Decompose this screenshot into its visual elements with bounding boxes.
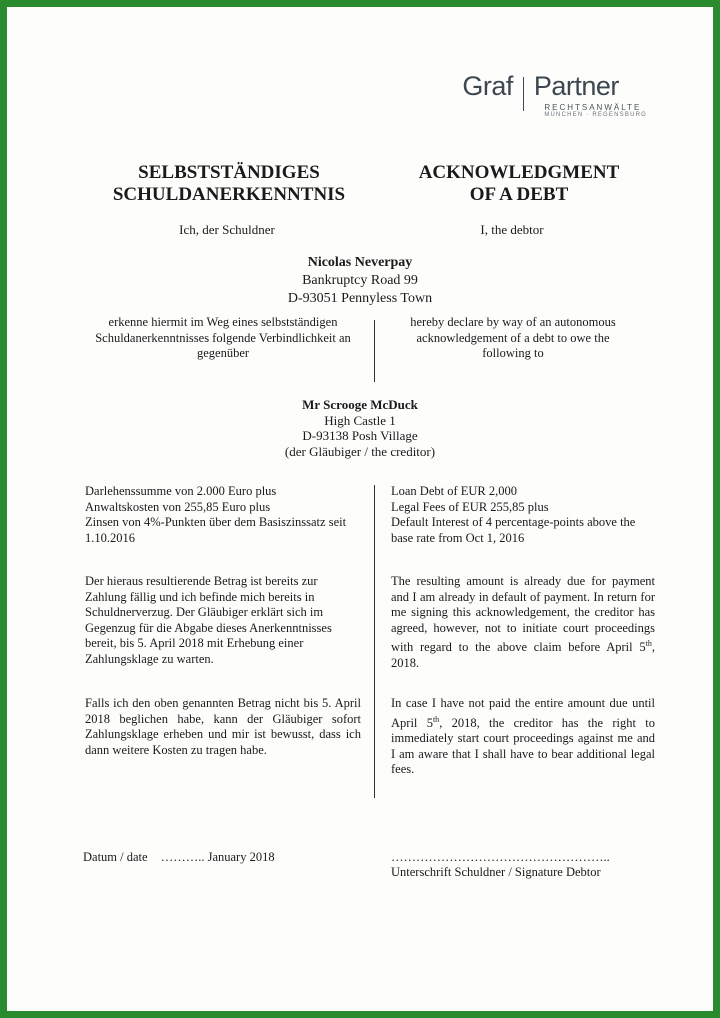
intro-english: I, the debtor [480,222,544,237]
amounts-german [85,484,361,546]
text-line: Der hieraus resultierende Betrag ist bereits zur [85,574,318,588]
creditor-role: (der Gläubiger / the creditor) [284,443,436,459]
logo-name-right: Partner [533,71,619,101]
date-value: ……….. January 2018 [160,850,275,864]
text-line: 1.10.2016 [85,530,135,545]
logo-divider [523,77,524,111]
title-english-line: OF A DEBT [469,184,569,205]
logo-subtitle: RECHTSANWÄLTE [544,103,642,112]
creditor-city: D-93138 Posh Village [302,428,418,443]
paragraph-text: The resulting amount is already due for payment and I am already in default of payment. In return for me signing this acknowledgement, the creditor has agreed, however, not to initiate court proceedings with regard to the above claim before April 5 [391,574,655,655]
logo-name-left: Graf [462,71,513,101]
text-line: hereby declare by way of an autonomous [410,315,616,329]
ordinal-suffix: th [432,714,440,724]
title-german-line: SELBSTSTÄNDIGES [138,162,320,183]
title-english-line: ACKNOWLEDGMENT [418,162,620,183]
paragraph-text: , 2018, the creditor has the right to immediately start court proceedings against me and I am aware that I shall have to bear additional legal fees. [391,715,656,777]
creditor-address [7,397,713,459]
title-german-line: SCHULDANERKENNTNIS [112,184,346,205]
text-line: Schuldanerkenntnisses folgende Verbindlichkeit an [95,330,351,345]
firm-logo [462,69,647,118]
intro-german: Ich, der Schuldner [179,222,275,237]
debtor-address [7,254,713,308]
paragraph-text: In case I have not paid the entire amount due until April 5 [391,696,655,730]
amounts-english [391,484,655,546]
signature-block [391,850,610,880]
logo-locations: MÜNCHEN · REGENSBURG [544,112,647,118]
declaration-german [77,315,369,362]
text-line: Legal Fees of EUR 255,85 plus [391,499,549,514]
text-line: Schuldnerverzug. Der Gläubiger erklärt sich im [85,605,324,619]
debtor-city: D-93051 Pennyless Town [287,291,433,306]
text-line: Zahlung fällig und ich befinde mich bereits in [85,589,315,604]
declaration-english [383,315,643,362]
column-divider [374,485,375,798]
text-line: erkenne hiermit im Weg eines selbstständigen [108,315,338,329]
ordinal-suffix: th [645,639,652,648]
signature-label: Unterschrift Schuldner / Signature Debtor [391,865,601,879]
title-english [399,162,639,206]
text-line: acknowledgement of a debt to owe the [416,330,610,345]
date-label: Datum / date [83,850,148,864]
date-line [83,850,275,865]
paragraph-text: , 2018. [391,640,655,670]
case-paragraph-german: Falls ich den oben genannten Betrag nicht bis 5. April 2018 beglichen habe, kann der Gläubiger sofort Zahlungsklage erheben und mir ist bewusst, dass ich dann weitere Kosten zu tragen habe. [85,696,361,757]
creditor-street: High Castle 1 [324,412,396,428]
text-line: Zahlungsklage zu warten. [85,651,214,666]
case-paragraph-english [391,696,655,778]
document-page [7,7,713,1011]
column-divider [374,320,375,382]
debtor-name: Nicolas Neverpay [307,255,413,270]
text-line: Darlehenssumme von 2.000 Euro plus [85,484,277,498]
text-line: Anwaltskosten von 255,85 Euro plus [85,499,271,514]
due-paragraph-english [391,574,655,671]
text-line: gegenüber [196,346,250,360]
due-paragraph-german [85,574,361,667]
text-line: bereit, bis 5. April 2018 mit Erhebung einer [85,636,304,650]
debtor-street: Bankruptcy Road 99 [302,273,418,288]
text-line: base rate from Oct 1, 2016 [391,530,525,545]
text-line: Default Interest of 4 percentage-points above the [391,515,636,529]
text-line: Gegenzug für die Abgabe dieses Anerkenntnisses [85,620,332,635]
title-german [104,162,354,206]
text-line: Zinsen von 4%-Punkten über dem Basiszinssatz seit [85,515,347,529]
text-line: Loan Debt of EUR 2,000 [391,484,518,498]
creditor-name: Mr Scrooge McDuck [302,397,418,412]
signature-line: …………………………………………….. [391,850,610,864]
text-line: following to [482,346,544,360]
